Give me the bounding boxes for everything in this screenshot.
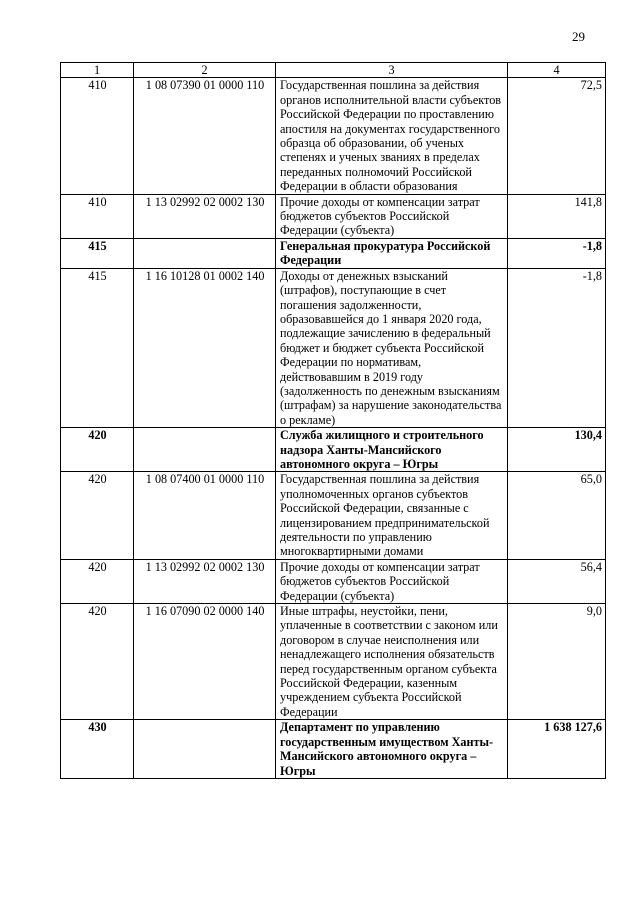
cell-revenue-code: 1 13 02992 02 0002 130 <box>134 194 276 238</box>
cell-revenue-name: Доходы от денежных взысканий (штрафов), поступающие в счет погашения задолженности, образовавшейся до 1 января 2020 года, подлежащие зачислению в федеральный бюджет и бюджет субъекта Российской Федерации по нормативам, действовавшим в 2019 году (задолженность по денежным взысканиям (штрафам) за нарушение законодательства о рекламе) <box>276 268 508 427</box>
table-row <box>61 268 606 427</box>
cell-revenue-name: Государственная пошлина за действия органов исполнительной власти субъектов Российской Федерации по проставлению апостиля на документах государственного образца об образовании, об ученых степенях и ученых званиях в пределах переданных полномочий Российской Федерации в области образования <box>276 78 508 194</box>
cell-revenue-name: Государственная пошлина за действия уполномоченных органов субъектов Российской Федерации, связанные с лицензированием предпринимательской деятельности по управлению многоквартирными домами <box>276 472 508 559</box>
cell-amount: -1,8 <box>508 268 606 427</box>
cell-admin-code: 415 <box>61 268 134 427</box>
cell-admin-code: 410 <box>61 194 134 238</box>
cell-admin-code: 430 <box>61 720 134 779</box>
cell-admin-code: 415 <box>61 238 134 268</box>
table-row-section <box>61 720 606 779</box>
revenue-table <box>60 62 606 779</box>
cell-amount: 9,0 <box>508 604 606 720</box>
cell-amount: 141,8 <box>508 194 606 238</box>
table-row-section <box>61 238 606 268</box>
cell-revenue-name: Департамент по управлению государственным имуществом Ханты-Мансийского автономного округа – Югры <box>276 720 508 779</box>
cell-admin-code: 420 <box>61 559 134 603</box>
cell-revenue-name: Прочие доходы от компенсации затрат бюджетов субъектов Российской Федерации (субъекта) <box>276 194 508 238</box>
table-row <box>61 559 606 603</box>
cell-revenue-name: Прочие доходы от компенсации затрат бюджетов субъектов Российской Федерации (субъекта) <box>276 559 508 603</box>
table-row <box>61 472 606 559</box>
cell-amount: 1 638 127,6 <box>508 720 606 779</box>
cell-revenue-name: Иные штрафы, неустойки, пени, уплаченные в соответствии с законом или договором в случае неисполнения или ненадлежащего исполнения обязательств перед государственным органом субъекта Российской Федерации, казенным учреждением субъекта Российской Федерации <box>276 604 508 720</box>
table-row <box>61 78 606 194</box>
cell-admin-code: 410 <box>61 78 134 194</box>
page-number: 29 <box>572 29 585 44</box>
cell-amount: -1,8 <box>508 238 606 268</box>
cell-revenue-code <box>134 720 276 779</box>
header-col-3: 3 <box>276 63 508 78</box>
cell-revenue-name: Служба жилищного и строительного надзора Ханты-Мансийского автономного округа – Югры <box>276 428 508 472</box>
cell-revenue-code <box>134 238 276 268</box>
cell-admin-code: 420 <box>61 604 134 720</box>
cell-revenue-code: 1 16 07090 02 0000 140 <box>134 604 276 720</box>
cell-amount: 65,0 <box>508 472 606 559</box>
cell-amount: 130,4 <box>508 428 606 472</box>
table-row <box>61 194 606 238</box>
cell-revenue-code: 1 08 07390 01 0000 110 <box>134 78 276 194</box>
cell-revenue-code: 1 08 07400 01 0000 110 <box>134 472 276 559</box>
table-row <box>61 604 606 720</box>
cell-revenue-code: 1 13 02992 02 0002 130 <box>134 559 276 603</box>
table-row-section <box>61 428 606 472</box>
header-col-4: 4 <box>508 63 606 78</box>
table-header-row <box>61 63 606 78</box>
header-col-1: 1 <box>61 63 134 78</box>
revenue-table-body <box>61 63 606 779</box>
cell-revenue-code <box>134 428 276 472</box>
cell-revenue-name: Генеральная прокуратура Российской Федерации <box>276 238 508 268</box>
cell-amount: 56,4 <box>508 559 606 603</box>
cell-amount: 72,5 <box>508 78 606 194</box>
header-col-2: 2 <box>134 63 276 78</box>
cell-admin-code: 420 <box>61 428 134 472</box>
cell-revenue-code: 1 16 10128 01 0002 140 <box>134 268 276 427</box>
cell-admin-code: 420 <box>61 472 134 559</box>
